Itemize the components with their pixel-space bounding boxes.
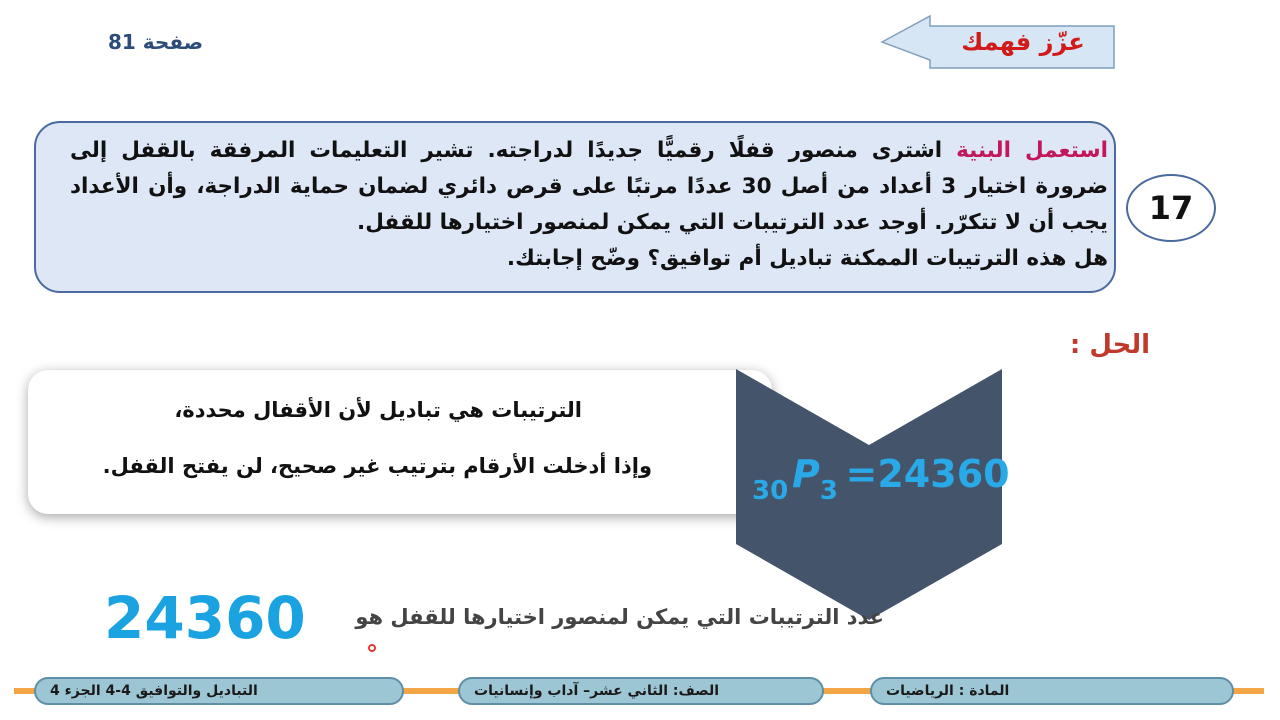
formula-pre-subscript: 30 (752, 476, 789, 506)
footer-lesson (34, 677, 404, 705)
footer-subject (870, 677, 1234, 705)
formula-value: =24360 (845, 452, 1010, 496)
question-number-badge: 17 (1126, 174, 1216, 242)
result-caption: عدد الترتيبات التي يمكن لمنصور اختيارها للقفل هو (355, 605, 884, 629)
footer-subject-label: المادة : الرياضيات (886, 683, 1010, 699)
reinforce-understanding-callout (880, 14, 1116, 70)
footer-grade (458, 677, 824, 705)
question-body: اشترى منصور قفلًا رقميًّا جديدًا لدراجته. تشير التعليمات المرفقة بالقفل إلى ضرورة اختيار 3 أعداد من أصل 30 عددًا مرتبًا على قرص دائري لضمان حماية الدراجة، وأن الأعداد يجب أن لا تتكرّر. أوجد عدد الترتيبات التي يمكن لمنصور اختيارها للقفل. (70, 138, 1109, 235)
footer-lesson-label: التباديل والتوافيق 4-4 الجزء 4 (50, 683, 258, 699)
formula-post-subscript: 3 (819, 476, 838, 506)
answer-line-2: وإذا أدخلت الأرقام بترتيب غير صحيح، لن يفتح القفل. (102, 454, 652, 478)
solution-label: الحل : (1069, 330, 1150, 360)
answer-line-1: الترتيبات هي تباديل لأن الأقفال محددة، (174, 398, 582, 422)
question-box (34, 121, 1116, 293)
question-highlight: استعمل البنية (956, 138, 1108, 163)
question-last-line: هل هذه الترتيبات الممكنة تباديل أم توافيق؟ وضّح إجابتك. (506, 246, 1108, 271)
question-text (70, 133, 1108, 277)
permutation-formula (752, 452, 1010, 508)
answer-card (28, 370, 772, 514)
page-number: صفحة 81 (108, 30, 204, 54)
formula-symbol: P (791, 452, 820, 496)
pointer-dot (368, 644, 376, 652)
callout-label: عزّز فهمك (961, 28, 1085, 56)
result-value: 24360 (104, 584, 306, 652)
footer-grade-label: الصف: الثاني عشر– آداب وإنسانيات (474, 683, 719, 699)
